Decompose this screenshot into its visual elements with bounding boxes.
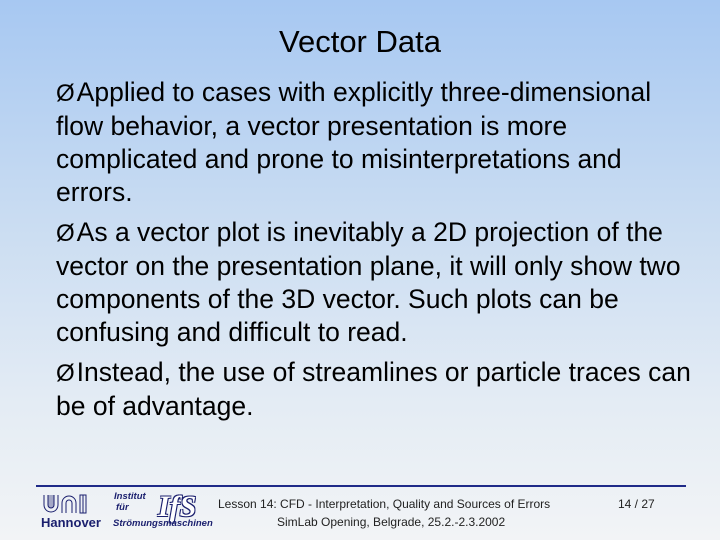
- arrow-bullet-icon: Ø: [56, 360, 75, 387]
- footer-page-number: 14 / 27: [618, 497, 655, 511]
- slide-title: Vector Data: [279, 24, 441, 59]
- footer-event: SimLab Opening, Belgrade, 25.2.-2.3.2002: [277, 515, 506, 529]
- logo-institut-line: Institut: [114, 491, 146, 502]
- logo-institut-text: [114, 491, 146, 513]
- ifs-logo: IfS: [158, 490, 197, 523]
- footer-lesson: Lesson 14: CFD - Interpretation, Quality and Sources of Errors: [218, 497, 551, 511]
- bullet-text: Applied to cases with explicitly three-dimensional flow behavior, a vector presentation is more complicated and prone to misinterpretations and errors.: [56, 77, 652, 207]
- logo-institute-name: Strömungsmaschinen: [113, 518, 213, 529]
- uni-logo: [42, 493, 102, 515]
- bullet-item: [56, 356, 696, 423]
- logo-city-text: Hannover: [41, 515, 101, 530]
- arrow-bullet-icon: Ø: [56, 220, 75, 247]
- bullet-item: [56, 216, 696, 349]
- bullet-text: Instead, the use of streamlines or particle traces can be of advantage.: [56, 357, 691, 421]
- arrow-bullet-icon: Ø: [56, 80, 75, 107]
- logo-institut-line: für: [116, 502, 129, 513]
- footer-divider: [36, 485, 686, 487]
- bullet-list: [56, 76, 696, 430]
- bullet-item: [56, 76, 696, 209]
- bullet-text: As a vector plot is inevitably a 2D projection of the vector on the presentation plane, it will only show two components of the 3D vector. Such plots can be confusing and difficult to read.: [56, 217, 681, 347]
